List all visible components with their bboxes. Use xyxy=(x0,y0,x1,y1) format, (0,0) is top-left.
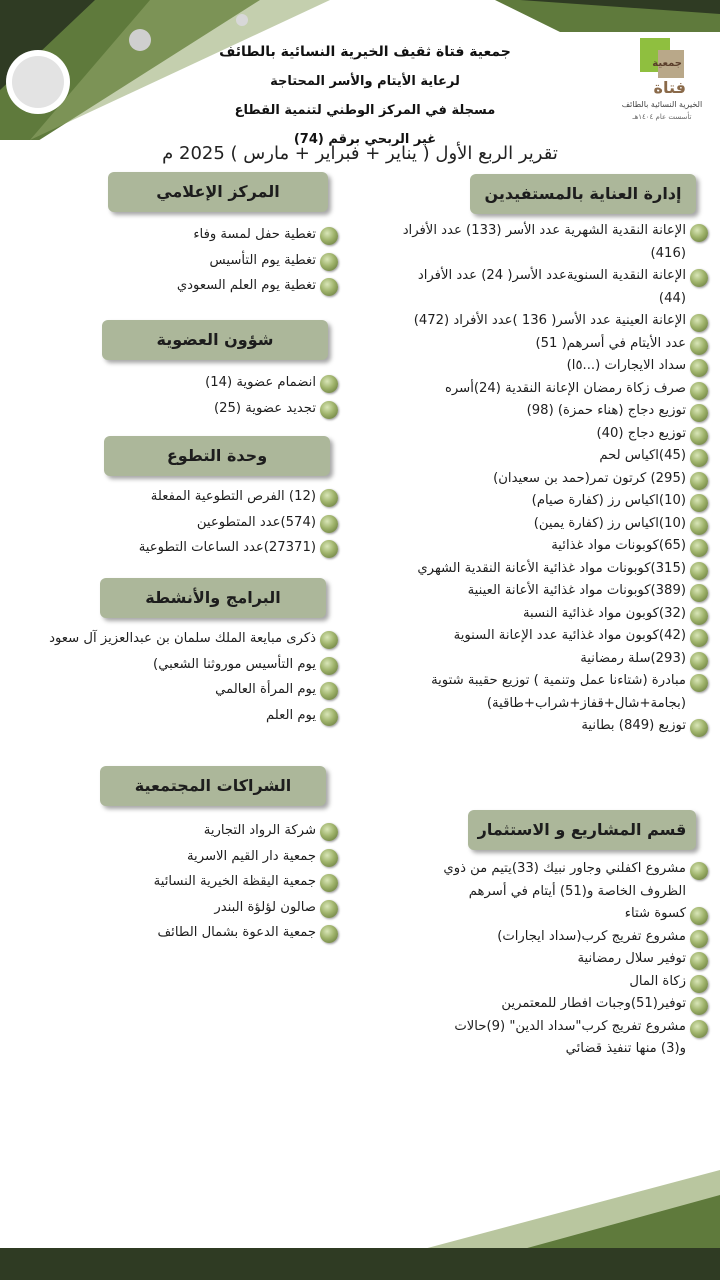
bullet-icon xyxy=(690,607,708,625)
list-item xyxy=(100,818,338,844)
bullet-icon xyxy=(320,515,338,533)
projects-list xyxy=(440,858,708,1061)
list-item-text: (32)كوبون مواد غذائية النسبة xyxy=(522,605,686,621)
list-item xyxy=(100,920,338,946)
bullet-icon xyxy=(320,540,338,558)
bullet-icon xyxy=(690,337,708,355)
list-item xyxy=(80,510,338,536)
bullet-icon xyxy=(320,253,338,271)
list-item-text: الإعانة العينية عدد الأسر( 136 )عدد الأفراد (472) xyxy=(413,313,686,328)
bullet-icon xyxy=(690,862,708,880)
list-item xyxy=(392,558,708,581)
list-item-text: (389)كوبونات مواد غذائية الأعانة العينية xyxy=(467,583,686,598)
org-purpose: لرعاية الأيتام والأسر المحتاجة xyxy=(270,74,460,89)
section-title-care: إدارة العناية بالمستفيدين xyxy=(470,174,696,214)
list-item-text: عدد الأيتام في أسرهم( 51) xyxy=(535,335,686,351)
bullet-icon xyxy=(690,449,708,467)
list-item xyxy=(392,625,708,648)
section-title-projects: قسم المشاريع و الاستثمار xyxy=(468,810,696,850)
list-item-text: تغطية يوم العلم السعودي xyxy=(176,278,316,293)
bullet-icon xyxy=(690,517,708,535)
logo-subtitle: الخيرية النسائية بالطائف xyxy=(621,100,703,109)
bullet-icon xyxy=(690,629,708,647)
org-registration-number: غير الربحي برقم (74) xyxy=(293,132,437,147)
list-item xyxy=(392,445,708,468)
list-item xyxy=(30,626,338,652)
bullet-icon xyxy=(690,314,708,332)
list-item xyxy=(392,580,708,603)
list-item-text: تغطية يوم التأسيس xyxy=(209,252,316,268)
list-item-text: (12) الفرص التطوعية المفعلة xyxy=(150,489,316,504)
list-item xyxy=(440,926,708,949)
list-item xyxy=(120,248,338,274)
list-item-text: شركة الرواد التجارية xyxy=(203,823,316,838)
list-item-text: توزيع دجاج (هناء حمزة) (98) xyxy=(526,403,686,418)
bullet-icon xyxy=(690,539,708,557)
list-item xyxy=(440,858,708,903)
membership-list xyxy=(120,370,338,421)
section-title-partnerships: الشراكات المجتمعية xyxy=(100,766,326,806)
bullet-icon xyxy=(320,708,338,726)
list-item xyxy=(440,903,708,926)
bullet-icon xyxy=(690,652,708,670)
list-item xyxy=(80,535,338,561)
list-item xyxy=(120,396,338,422)
list-item xyxy=(440,971,708,994)
organization-logo xyxy=(614,38,710,124)
list-item xyxy=(440,993,708,1016)
bullet-icon xyxy=(320,375,338,393)
list-item xyxy=(392,355,708,378)
list-item xyxy=(392,378,708,401)
list-item xyxy=(392,400,708,423)
bullet-icon xyxy=(690,952,708,970)
list-item xyxy=(440,948,708,971)
bullet-icon xyxy=(320,278,338,296)
list-item-text: (295) كرتون تمر(حمد بن سعيدان) xyxy=(493,470,686,486)
list-item-text: مشروع اكفلني وجاور نبيك (33)يتيم من ذوي الظروف الخاصة و(51) أيتام في أسرهم xyxy=(443,861,686,899)
logo-word-jamiya: جمعية xyxy=(652,58,682,69)
bullet-icon xyxy=(320,401,338,419)
list-item-text: يوم التأسيس موروثنا الشعبي) xyxy=(153,656,316,672)
section-title-media: المركز الإعلامي xyxy=(108,172,328,212)
list-item-text: صالون لؤلؤة البندر xyxy=(214,899,316,915)
list-item xyxy=(392,265,708,310)
list-item xyxy=(392,715,708,738)
list-item-text: يوم العلم xyxy=(265,707,316,723)
list-item-text: صرف زكاة رمضان الإعانة النقدية (24)أسره xyxy=(444,380,686,396)
list-item xyxy=(120,370,338,396)
list-item-text: (10)اكياس رز (كفارة يمين) xyxy=(533,515,686,531)
bullet-icon xyxy=(690,975,708,993)
section-title-membership: شؤون العضوية xyxy=(102,320,328,360)
list-item-text: (42)كوبون مواد غذائية عدد الإعانة السنوية xyxy=(453,628,686,643)
list-item-text: كسوة شتاء xyxy=(624,906,686,921)
bullet-icon xyxy=(690,359,708,377)
list-item-text: (315)كوبونات مواد غذائية الأعانة النقدية الشهري xyxy=(417,560,686,576)
media-list xyxy=(120,222,338,299)
list-item xyxy=(30,703,338,729)
list-item xyxy=(392,468,708,491)
list-item xyxy=(30,652,338,678)
list-item-text: جمعية دار القيم الاسرية xyxy=(186,848,316,864)
bullet-icon xyxy=(320,823,338,841)
list-item xyxy=(392,535,708,558)
org-registration: مسجلة في المركز الوطني لتنمية القطاع xyxy=(234,103,496,118)
list-item xyxy=(100,895,338,921)
list-item-text: ذكرى مبايعة الملك سلمان بن عبدالعزيز آل سعود xyxy=(49,631,316,646)
list-item xyxy=(80,484,338,510)
list-item-text: مشروع تفريج كرب"سداد الدين" (9)حالات و(3) منها تنفيذ قضائي xyxy=(454,1018,686,1056)
logo-word-fatat: فتاة xyxy=(653,78,686,97)
bottom-bar xyxy=(0,1248,720,1280)
list-item xyxy=(100,869,338,895)
care-list xyxy=(392,220,708,738)
programs-list xyxy=(30,626,338,728)
bullet-icon xyxy=(320,489,338,507)
bullet-icon xyxy=(320,900,338,918)
list-item xyxy=(440,1016,708,1061)
list-item-text: توفير سلال رمضانية xyxy=(577,951,686,966)
list-item-text: مشروع تفريج كرب(سداد ايجارات) xyxy=(497,928,686,944)
bullet-icon xyxy=(690,930,708,948)
list-item xyxy=(100,844,338,870)
list-item-text: (27371)عدد الساعات التطوعية xyxy=(138,540,316,555)
list-item-text: جمعية اليقظة الخيرية النسائية xyxy=(153,874,316,889)
list-item xyxy=(392,603,708,626)
list-item xyxy=(392,333,708,356)
list-item-text: تجديد عضوية (25) xyxy=(213,400,316,416)
bullet-icon xyxy=(690,382,708,400)
list-item xyxy=(392,423,708,446)
organization-header xyxy=(130,38,600,154)
bullet-icon xyxy=(690,562,708,580)
bullet-icon xyxy=(690,1020,708,1038)
list-item-text: توزيع (849) بطانية xyxy=(581,718,686,733)
list-item-text: تغطية حفل لمسة وفاء xyxy=(193,227,316,242)
list-item-text: (574)عدد المتطوعين xyxy=(196,514,316,530)
list-item-text: (10)اكياس رز (كفارة صيام) xyxy=(531,493,686,508)
list-item-text: توفير(51)وجبات افطار للمعتمرين xyxy=(501,996,686,1011)
list-item-text: (65)كوبونات مواد غذائية xyxy=(551,538,686,553)
bullet-icon xyxy=(690,427,708,445)
bullet-icon xyxy=(320,849,338,867)
volunteer-list xyxy=(80,484,338,561)
partnerships-list xyxy=(100,818,338,946)
bullet-icon xyxy=(320,682,338,700)
list-item xyxy=(120,273,338,299)
list-item xyxy=(392,648,708,671)
list-item-text: (293)سلة رمضانية xyxy=(580,650,686,666)
bullet-icon xyxy=(320,631,338,649)
list-item-text: يوم المرأة العالمي xyxy=(215,682,316,697)
list-item-text: زكاة المال xyxy=(629,973,686,989)
bullet-icon xyxy=(320,657,338,675)
list-item-text: الإعانة النقدية الشهرية عدد الأسر (133) عدد الأفراد (416) xyxy=(402,223,686,261)
list-item xyxy=(30,677,338,703)
list-item xyxy=(392,670,708,715)
list-item-text: مبادرة (شتاءنا عمل وتنمية ) توزيع حقيبة شتوية (بجامة+شال+قفاز+شراب+طاقية) xyxy=(431,673,686,711)
list-item-text: انضمام عضوية (14) xyxy=(205,375,316,390)
list-item xyxy=(120,222,338,248)
bullet-icon xyxy=(690,584,708,602)
bullet-icon xyxy=(690,494,708,512)
list-item xyxy=(392,490,708,513)
org-name: جمعية فتاة ثقيف الخيرية النسائية بالطائف xyxy=(219,44,511,60)
bullet-icon xyxy=(690,224,708,242)
list-item-text: (45)اكياس لحم xyxy=(599,448,686,463)
bullet-icon xyxy=(320,874,338,892)
bullet-icon xyxy=(690,404,708,422)
bullet-icon xyxy=(690,907,708,925)
list-item-text: الإعانة النقدية السنويةعدد الأسر( 24) عدد الأفراد (44) xyxy=(417,268,686,306)
bullet-icon xyxy=(690,674,708,692)
logo-founded: تأسست عام ١٤٠٤هـ xyxy=(632,113,692,121)
bullet-icon xyxy=(690,472,708,490)
bullet-icon xyxy=(690,719,708,737)
list-item-text: توزيع دجاج (40) xyxy=(596,425,686,441)
report-title: تقرير الربع الأول ( يناير + فبراير + مارس ) 2025 م xyxy=(162,143,558,164)
section-title-programs: البرامج والأنشطة xyxy=(100,578,326,618)
section-title-volunteer: وحدة التطوع xyxy=(104,436,330,476)
bullet-icon xyxy=(690,269,708,287)
bullet-icon xyxy=(320,925,338,943)
list-item-text: سداد الايجارات (...٥ا) xyxy=(566,358,686,373)
bullet-icon xyxy=(690,997,708,1015)
list-item xyxy=(392,513,708,536)
bullet-icon xyxy=(320,227,338,245)
list-item xyxy=(392,310,708,333)
list-item-text: جمعية الدعوة بشمال الطائف xyxy=(157,925,316,940)
list-item xyxy=(392,220,708,265)
